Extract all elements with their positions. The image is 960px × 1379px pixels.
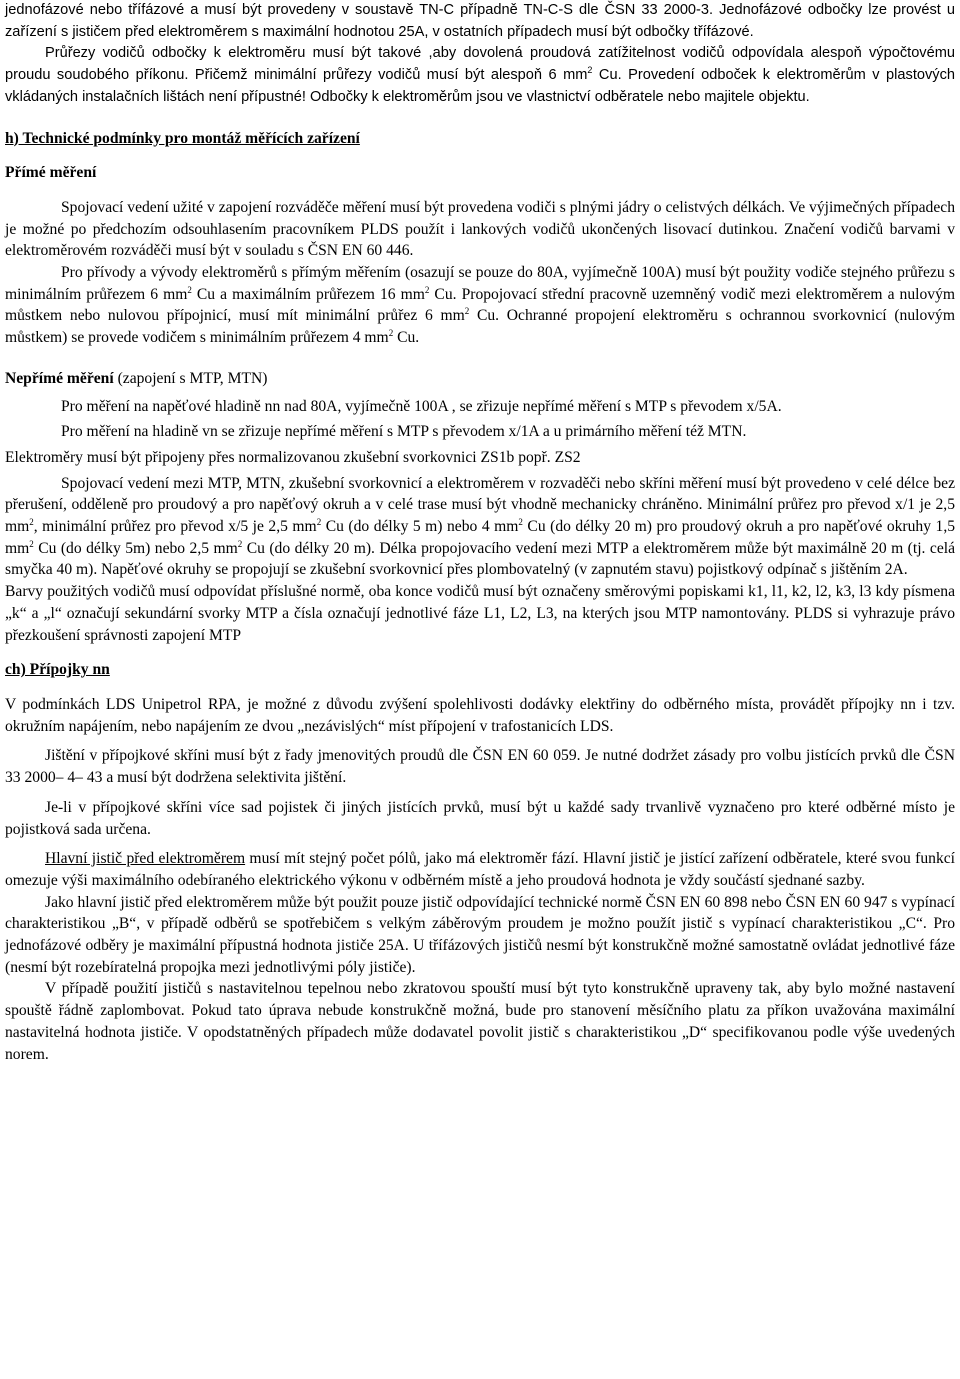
direct-paragraph-1: Spojovací vedení užité v zapojení rozváděče měření musí být provedena vodiči s plnými jádry o celistvých délkách. Ve výjimečných případech je možné po předchozím odsouhlasením pracovníkem PLDS použít i lankových vodičů ukončených lisovací dutinkou. Značení vodičů barvami v elektroměrovém rozváděči musí být v souladu s ČSN EN 60 446. — [5, 198, 955, 260]
section-h-heading: h) Technické podmínky pro montáž měřících zařízení — [5, 129, 360, 147]
connections-paragraph-4: Hlavní jistič před elektroměrem musí mít stejný počet pólů, jako má elektroměr fází. Hlavní jistič je jistící zařízení odběratele, které svou funkcí omezuje výši maximálního odebíraného elektrického výkonu v odběrném místě a jeho proudová hodnota je vždy součástí sjednané sazby. — [5, 850, 955, 889]
connections-paragraph-5: Jako hlavní jistič před elektroměrem může být použit pouze jistič odpovídající technické normě ČSN EN 60 898 nebo ČSN EN 60 947 s vypínací charakteristikou „B“, v případě odběrů se spotřebičem s velkým záběrovým proudem je možno použít jistič s vypínací charakteristikou „C“. Pro jednofázové odběry je maximální přípustná hodnota jističe 25A. U třífázových jističů nesmí být konstrukčně možné samostatně ovládat jednotlivé fáze (nesmí být rozebíratelná propojka mezi jednotlivými póly jističe). — [5, 893, 955, 976]
indirect-paragraph-2: Pro měření na hladině vn se zřizuje nepřímé měření s MTP s převodem x/1A a u primárního měření též MTN. — [61, 423, 747, 441]
connections-paragraph-1: V podmínkách LDS Unipetrol RPA, je možné z důvodu zvýšení spolehlivosti dodávky elektřiny do odběrného místa, provádět přípojky nn i tzv. okružním napájením, nebo napájením ze dvou „nezávislých“ míst přípojení v trafostanicích LDS. — [5, 695, 955, 735]
direct-paragraph-2: Pro přívody a vývody elektroměrů s přímým měřením (osazují se pouze do 80A, vyjímečně 100A) musí být použity vodiče stejného průřezu s minimálním průřezem 6 $mm^2$ Cu a maximálním průřezem 16 $mm^2$ Cu. Propojovací střední pracovně uzemněný vodič mezi elektroměrem a nulovým můstkem nebo nulovou přípojnicí, musí mít minimální průřez 6 $mm^2$ Cu. Ochranné propojení elektroměru s ochrannou svorkovnicí (nulovým můstkem) se provede vodičem s minimálním průřezem 4 $mm^2$ Cu. — [5, 264, 955, 347]
connections-paragraph-3: Je-li v přípojkové skříni více sad pojistek či jiných jistících prvků, musí být u každé sady trvanlivě vyznačeno pro které odběrné místo je pojistková sada určena. — [5, 798, 955, 838]
indirect-paragraph-3: Elektroměry musí být připojeny přes normalizovanou zkušební svorkovnici ZS1b popř. ZS2 — [5, 448, 581, 466]
indirect-measurement-heading: Nepřímé měření (zapojení s MTP, MTN) — [5, 369, 268, 387]
connections-paragraph-6: V případě použití jističů s nastavitelnou tepelnou nebo zkratovou spouští musí být tyto konstrukčně upraveny tak, aby bylo možné nastavení spouště řádně zaplombovat. Pokud tato úprava nebude konstrukčně možná, bude pro stanovení měsíčního platu za příkon uvažována maximální nastavitelná hodnota jističe. V opodstatněných případech může dodavatel povolit jistič s charakteristikou „D“ specifikovanou podle výše uvedených norem. — [5, 980, 955, 1063]
indirect-paragraph-4: Spojovací vedení mezi MTP, MTN, zkušební svorkovnicí a elektroměrem v rozvaděči nebo skříni měření musí být provedeno v celé délce bez přerušení, odděleně pro proudový a pro napěťový okruh a v celé trase musí být vhodně mechanicky chráněno. Minimální průřez pro převod x/1 je 2,5 $mm^2$, minimální průřez pro převod x/5 je 2,5 $mm^2$ Cu (do délky 5 m) nebo 4 $mm^2$ Cu (do délky 20 m) pro proudový okruh a pro napěťové okruhy 1,5 $mm^2$ Cu (do délky 5m) nebo 2,5 $mm^2$ Cu (do délky 20 m). Délka propojovacího vedení mezi MTP a elektroměrem může být maximálně 20 m (tj. celá smyčka 40 m). Napěťové okruhy se propojují se zkušební svorkovnicí přes plombovatelný (v zapnutém stavu) pojistkový odpínač s jištěním 2A. — [5, 474, 956, 579]
intro-paragraph-2: Průřezy vodičů odbočky k elektroměru musí být takové ,aby dovolená proudová zatížitelnost vodičů odpovídala alespoň výpočtovému proudu soudobého příkonu. Přičemž minimální průřezy vodičů musí být alespoň 6 $mm^2$ Cu. Provedení odboček k elektroměrům v plastových vkládaných instalačních lištách není přípustné! Odbočky k elektroměrům jsou ve vlastnictví odběratele nebo majitele objektu. — [5, 45, 955, 105]
intro-paragraph-1: jednofázové nebo třífázové a musí být provedeny v soustavě TN-C případně TN-C-S dle ČSN 33 2000-3. Jednofázové odbočky lze provést u zařízení s jističem před elektroměrem s maximální hodnotou 25A, v ostatních případech musí být odbočky třífázové. — [5, 2, 955, 40]
direct-measurement-heading: Přímé měření — [5, 164, 97, 182]
document-page — [5, 0, 955, 1065]
section-ch-heading: ch) Přípojky nn — [5, 661, 110, 679]
connections-paragraph-2: Jištění v přípojkové skříni musí být z řady jmenovitých proudů dle ČSN EN 60 059. Je nutné dodržet zásady pro volbu jistících prvků dle ČSN 33 2000– 4– 43 a musí být dodržena selektivita jištění. — [5, 747, 955, 787]
indirect-paragraph-5: Barvy použitých vodičů musí odpovídat příslušné normě, oba konce vodičů musí být označeny směrovými popiskami k1, l1, k2, l2, k3, l3 kdy písmena „k“ a „l“ označují sekundární svorky MTP a čísla označují jednotlivé fáze L1, L2, L3, na kterých jsou MTP namontovány. PLDS si vyhrazuje právo přezkoušení správnosti zapojení MTP — [5, 583, 955, 644]
indirect-paragraph-1: Pro měření na napěťové hladině nn nad 80A, vyjímečně 100A , se zřizuje nepřímé měření s MTP s převodem x/5A. — [61, 397, 782, 415]
